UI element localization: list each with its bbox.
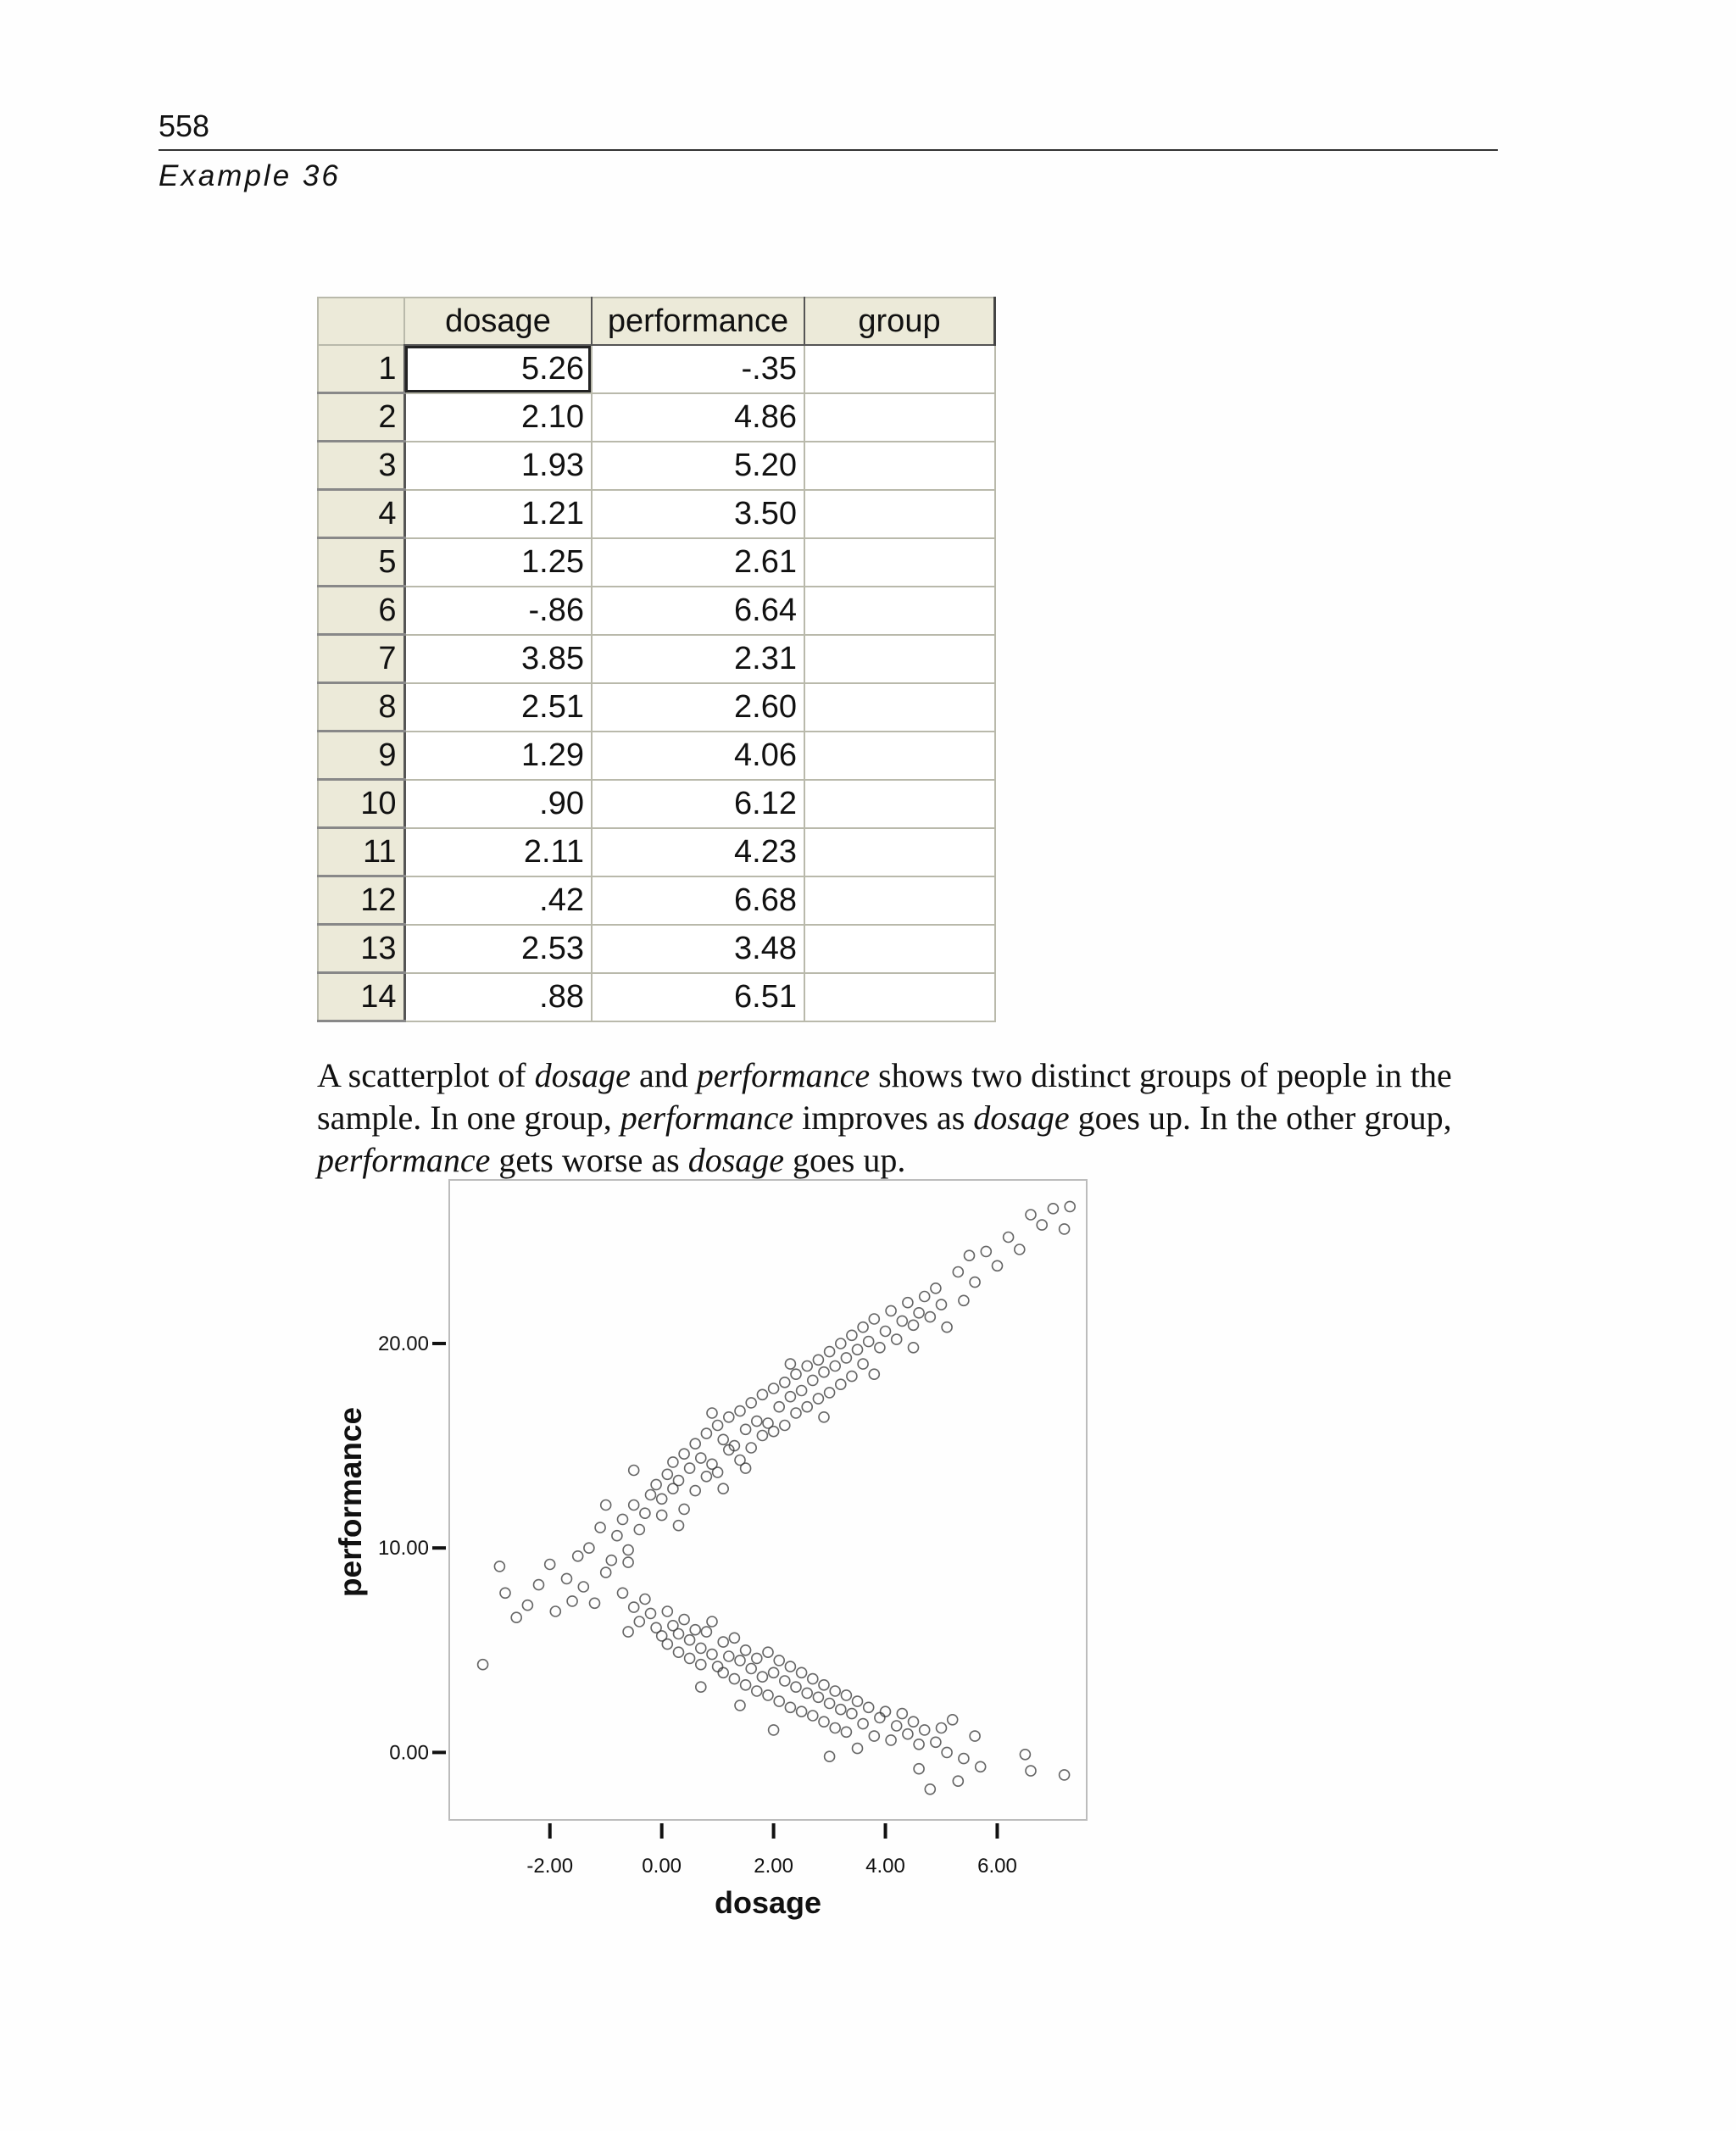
data-point bbox=[948, 1715, 958, 1725]
column-header-group[interactable]: group bbox=[804, 298, 995, 345]
data-point bbox=[713, 1467, 723, 1477]
data-point bbox=[892, 1334, 902, 1344]
data-point bbox=[774, 1655, 784, 1666]
data-point bbox=[634, 1616, 644, 1627]
row-number-cell[interactable]: 3 bbox=[318, 442, 404, 490]
plot-frame bbox=[449, 1180, 1087, 1820]
data-point bbox=[853, 1744, 863, 1754]
y-axis bbox=[378, 1333, 446, 1764]
data-point bbox=[662, 1469, 672, 1479]
data-point bbox=[953, 1776, 963, 1786]
data-point bbox=[853, 1344, 863, 1355]
row-number-cell[interactable]: 7 bbox=[318, 635, 404, 683]
data-point bbox=[830, 1361, 840, 1372]
data-point bbox=[707, 1616, 717, 1627]
x-tick-label: -2.00 bbox=[526, 1855, 574, 1878]
data-point bbox=[808, 1674, 818, 1684]
data-point bbox=[841, 1690, 851, 1700]
dosage-cell[interactable]: 3.85 bbox=[404, 635, 592, 683]
data-point bbox=[993, 1260, 1003, 1271]
data-point bbox=[791, 1682, 801, 1692]
row-number-cell[interactable]: 4 bbox=[318, 490, 404, 538]
data-point bbox=[830, 1723, 840, 1733]
data-point bbox=[595, 1522, 605, 1533]
data-point bbox=[819, 1367, 829, 1377]
performance-cell[interactable]: 2.61 bbox=[592, 538, 804, 587]
data-point bbox=[679, 1615, 689, 1625]
data-point bbox=[959, 1295, 969, 1305]
data-point bbox=[494, 1561, 504, 1572]
data-point bbox=[629, 1602, 639, 1612]
data-point bbox=[797, 1706, 807, 1716]
data-point bbox=[590, 1598, 600, 1608]
data-point bbox=[718, 1667, 728, 1678]
data-point bbox=[858, 1719, 868, 1729]
data-point bbox=[869, 1369, 879, 1379]
performance-cell[interactable]: 3.50 bbox=[592, 490, 804, 538]
data-point bbox=[892, 1721, 902, 1731]
data-point bbox=[819, 1680, 829, 1690]
x-axis-label: dosage bbox=[714, 1885, 822, 1920]
data-point bbox=[690, 1625, 700, 1635]
data-point bbox=[623, 1545, 633, 1555]
data-point bbox=[629, 1500, 639, 1511]
data-point bbox=[920, 1725, 930, 1735]
data-point bbox=[1026, 1210, 1036, 1220]
data-point bbox=[802, 1402, 812, 1412]
data-point bbox=[931, 1737, 941, 1747]
data-point bbox=[662, 1606, 672, 1616]
x-tick-label: 6.00 bbox=[977, 1855, 1017, 1878]
data-point bbox=[847, 1709, 857, 1719]
data-point bbox=[864, 1337, 874, 1347]
data-point bbox=[881, 1706, 891, 1716]
data-point bbox=[707, 1650, 717, 1660]
data-point bbox=[976, 1761, 986, 1772]
data-point bbox=[674, 1629, 684, 1639]
data-point bbox=[780, 1676, 790, 1686]
data-point bbox=[522, 1600, 532, 1611]
row-number-cell[interactable]: 5 bbox=[318, 538, 404, 587]
data-point bbox=[1015, 1244, 1025, 1255]
data-point bbox=[853, 1696, 863, 1706]
data-point bbox=[875, 1343, 885, 1353]
x-tick-label: 2.00 bbox=[754, 1855, 793, 1878]
data-point bbox=[813, 1692, 823, 1702]
data-point bbox=[545, 1560, 555, 1570]
dosage-cell[interactable]: 2.51 bbox=[404, 683, 592, 732]
data-point bbox=[1026, 1766, 1036, 1776]
performance-cell[interactable]: 6.68 bbox=[592, 876, 804, 925]
data-point bbox=[864, 1702, 874, 1712]
data-point bbox=[970, 1277, 980, 1288]
data-point bbox=[825, 1699, 835, 1709]
data-point bbox=[640, 1508, 650, 1518]
data-point bbox=[903, 1729, 913, 1739]
data-point bbox=[1060, 1224, 1070, 1234]
data-point bbox=[562, 1573, 572, 1583]
data-point bbox=[752, 1653, 762, 1663]
row-number-cell[interactable]: 11 bbox=[318, 828, 404, 876]
performance-cell[interactable]: 4.23 bbox=[592, 828, 804, 876]
data-point bbox=[953, 1267, 963, 1277]
x-tick-label: 4.00 bbox=[865, 1855, 905, 1878]
scatter-points bbox=[478, 1201, 1076, 1794]
data-point bbox=[701, 1627, 711, 1637]
row-number-cell[interactable]: 14 bbox=[318, 973, 404, 1021]
row-number-cell[interactable]: 8 bbox=[318, 683, 404, 732]
data-point bbox=[573, 1551, 583, 1561]
data-point bbox=[802, 1361, 812, 1372]
data-point bbox=[757, 1672, 767, 1682]
data-point bbox=[713, 1421, 723, 1431]
dosage-cell[interactable]: .42 bbox=[404, 876, 592, 925]
data-point bbox=[741, 1680, 751, 1690]
data-point bbox=[478, 1660, 488, 1670]
data-point bbox=[841, 1727, 851, 1737]
data-point bbox=[920, 1292, 930, 1302]
data-point bbox=[724, 1651, 734, 1661]
performance-cell[interactable]: 4.86 bbox=[592, 393, 804, 442]
data-point bbox=[657, 1511, 667, 1521]
data-point bbox=[500, 1588, 510, 1598]
data-point bbox=[881, 1327, 891, 1337]
x-axis bbox=[526, 1823, 1016, 1878]
data-point bbox=[612, 1531, 622, 1541]
data-point bbox=[1004, 1232, 1014, 1243]
performance-cell[interactable]: 2.60 bbox=[592, 683, 804, 732]
data-point bbox=[696, 1643, 706, 1653]
data-point bbox=[1065, 1201, 1075, 1211]
data-point bbox=[909, 1320, 919, 1330]
data-point bbox=[797, 1667, 807, 1678]
data-point bbox=[1037, 1220, 1047, 1230]
data-point bbox=[567, 1596, 577, 1606]
data-point bbox=[785, 1392, 795, 1402]
data-point bbox=[970, 1731, 980, 1741]
data-point bbox=[724, 1412, 734, 1422]
data-point bbox=[752, 1416, 762, 1427]
row-number-cell[interactable]: 12 bbox=[318, 876, 404, 925]
performance-cell[interactable]: 6.12 bbox=[592, 780, 804, 828]
data-point bbox=[584, 1543, 594, 1553]
data-point bbox=[1020, 1750, 1030, 1760]
data-point bbox=[668, 1457, 678, 1467]
dosage-cell[interactable]: -.86 bbox=[404, 587, 592, 635]
performance-cell[interactable]: 4.06 bbox=[592, 732, 804, 780]
row-number-cell[interactable]: 13 bbox=[318, 925, 404, 973]
data-point bbox=[685, 1463, 695, 1473]
data-point bbox=[674, 1521, 684, 1531]
dosage-cell[interactable]: 1.21 bbox=[404, 490, 592, 538]
data-point bbox=[825, 1388, 835, 1398]
data-point bbox=[808, 1711, 818, 1721]
data-point bbox=[741, 1463, 751, 1473]
dosage-cell[interactable]: 2.11 bbox=[404, 828, 592, 876]
example-label: Example 36 bbox=[159, 159, 341, 192]
x-tick-label: 0.00 bbox=[642, 1855, 682, 1878]
data-point bbox=[718, 1434, 728, 1444]
data-point bbox=[606, 1555, 616, 1566]
data-point bbox=[601, 1500, 611, 1511]
data-point bbox=[858, 1322, 868, 1333]
data-point bbox=[869, 1731, 879, 1741]
data-point bbox=[696, 1682, 706, 1692]
data-point bbox=[785, 1702, 795, 1712]
row-number-cell[interactable]: 6 bbox=[318, 587, 404, 635]
data-point bbox=[909, 1343, 919, 1353]
column-header-performance[interactable]: performance bbox=[592, 298, 804, 345]
data-point bbox=[1048, 1204, 1058, 1214]
data-point bbox=[623, 1627, 633, 1637]
dosage-cell[interactable]: 2.10 bbox=[404, 393, 592, 442]
row-number-cell[interactable]: 9 bbox=[318, 732, 404, 780]
data-point bbox=[701, 1472, 711, 1482]
data-point bbox=[718, 1637, 728, 1647]
data-point bbox=[646, 1608, 656, 1618]
data-point bbox=[640, 1594, 650, 1605]
data-point bbox=[651, 1479, 661, 1489]
data-point bbox=[752, 1686, 762, 1696]
dosage-cell[interactable]: 1.93 bbox=[404, 442, 592, 490]
data-point bbox=[959, 1754, 969, 1764]
data-point bbox=[534, 1580, 544, 1590]
data-point bbox=[578, 1582, 588, 1592]
data-point bbox=[813, 1394, 823, 1404]
data-point bbox=[685, 1635, 695, 1645]
data-point bbox=[858, 1359, 868, 1369]
data-point bbox=[903, 1298, 913, 1308]
data-point bbox=[886, 1305, 896, 1316]
data-point bbox=[701, 1428, 711, 1438]
data-point bbox=[735, 1655, 745, 1666]
data-point bbox=[769, 1725, 779, 1735]
body-paragraph: A scatterplot of dosage and performance shows two distinct groups of people in the sample. In one group, performance improves as dosage goes up. In the other group, performance gets worse as dosage goes up. bbox=[317, 1056, 1452, 1179]
data-point bbox=[623, 1557, 633, 1567]
data-point bbox=[797, 1386, 807, 1396]
data-point bbox=[735, 1700, 745, 1711]
data-point bbox=[769, 1427, 779, 1437]
data-point bbox=[746, 1664, 756, 1674]
data-point bbox=[791, 1369, 801, 1379]
data-point bbox=[746, 1443, 756, 1453]
data-point bbox=[937, 1299, 947, 1310]
data-point bbox=[785, 1359, 795, 1369]
dosage-cell[interactable]: 5.26 bbox=[404, 345, 592, 393]
column-header-dosage[interactable]: dosage bbox=[404, 298, 592, 345]
data-point bbox=[618, 1514, 628, 1524]
data-point bbox=[830, 1686, 840, 1696]
performance-cell[interactable]: 3.48 bbox=[592, 925, 804, 973]
data-point bbox=[1060, 1770, 1070, 1780]
row-number-cell[interactable]: 1 bbox=[318, 345, 404, 393]
dosage-cell[interactable]: 1.25 bbox=[404, 538, 592, 587]
performance-cell[interactable]: 6.64 bbox=[592, 587, 804, 635]
data-point bbox=[601, 1567, 611, 1577]
data-point bbox=[629, 1466, 639, 1476]
data-point bbox=[707, 1408, 717, 1418]
performance-cell[interactable]: -.35 bbox=[592, 345, 804, 393]
data-point bbox=[836, 1705, 846, 1715]
data-point bbox=[981, 1246, 991, 1256]
data-point bbox=[875, 1712, 885, 1722]
data-point bbox=[718, 1483, 728, 1494]
performance-cell[interactable]: 2.31 bbox=[592, 635, 804, 683]
data-point bbox=[825, 1347, 835, 1357]
data-point bbox=[757, 1431, 767, 1441]
data-point bbox=[897, 1316, 907, 1326]
data-point bbox=[836, 1379, 846, 1389]
row-number-cell[interactable]: 10 bbox=[318, 780, 404, 828]
data-point bbox=[825, 1751, 835, 1761]
data-point bbox=[746, 1398, 756, 1408]
data-point bbox=[634, 1525, 644, 1535]
dosage-cell[interactable]: 1.29 bbox=[404, 732, 592, 780]
data-point bbox=[757, 1389, 767, 1399]
data-point bbox=[646, 1490, 656, 1500]
row-number-cell[interactable]: 2 bbox=[318, 393, 404, 442]
data-point bbox=[763, 1647, 773, 1657]
data-point bbox=[618, 1588, 628, 1598]
data-point bbox=[674, 1476, 684, 1486]
data-point bbox=[819, 1412, 829, 1422]
data-point bbox=[685, 1653, 695, 1663]
page-number: 558 bbox=[159, 108, 210, 143]
y-tick-label: 0.00 bbox=[389, 1741, 429, 1765]
data-point bbox=[780, 1377, 790, 1388]
data-point bbox=[841, 1353, 851, 1363]
data-point bbox=[511, 1612, 521, 1622]
data-point bbox=[690, 1486, 700, 1496]
data-point bbox=[925, 1784, 935, 1794]
dosage-cell[interactable]: 2.53 bbox=[404, 925, 592, 973]
dosage-cell[interactable]: .88 bbox=[404, 973, 592, 1021]
data-point bbox=[657, 1494, 667, 1504]
data-point bbox=[696, 1660, 706, 1670]
data-point bbox=[690, 1438, 700, 1449]
data-point bbox=[942, 1747, 952, 1757]
dosage-cell[interactable]: .90 bbox=[404, 780, 592, 828]
data-point bbox=[729, 1633, 739, 1643]
data-point bbox=[662, 1639, 672, 1650]
data-point bbox=[713, 1661, 723, 1672]
data-point bbox=[785, 1661, 795, 1672]
data-point bbox=[925, 1312, 935, 1322]
data-point bbox=[674, 1647, 684, 1657]
data-point bbox=[931, 1283, 941, 1294]
data-point bbox=[897, 1709, 907, 1719]
data-point bbox=[914, 1308, 924, 1318]
data-point bbox=[937, 1723, 947, 1733]
data-point bbox=[808, 1375, 818, 1385]
data-point bbox=[774, 1402, 784, 1412]
data-point bbox=[741, 1645, 751, 1655]
data-point bbox=[942, 1322, 952, 1333]
data-point bbox=[914, 1739, 924, 1750]
data-point bbox=[847, 1330, 857, 1340]
data-point bbox=[696, 1453, 706, 1463]
performance-cell[interactable]: 5.20 bbox=[592, 442, 804, 490]
data-point bbox=[679, 1449, 689, 1459]
y-axis-label: performance bbox=[333, 1406, 368, 1598]
data-point bbox=[965, 1250, 975, 1260]
data-point bbox=[763, 1690, 773, 1700]
y-tick-label: 20.00 bbox=[377, 1332, 429, 1355]
data-point bbox=[869, 1314, 879, 1324]
y-tick-label: 10.00 bbox=[377, 1537, 429, 1561]
data-point bbox=[836, 1338, 846, 1349]
data-point bbox=[769, 1667, 779, 1678]
data-point bbox=[886, 1735, 896, 1745]
data-point bbox=[780, 1421, 790, 1431]
data-point bbox=[741, 1424, 751, 1434]
data-point bbox=[679, 1504, 689, 1514]
data-point bbox=[729, 1674, 739, 1684]
data-point bbox=[847, 1372, 857, 1382]
data-point bbox=[791, 1408, 801, 1418]
data-point bbox=[550, 1606, 560, 1616]
performance-cell[interactable]: 6.51 bbox=[592, 973, 804, 1021]
data-point bbox=[813, 1355, 823, 1365]
data-point bbox=[735, 1406, 745, 1416]
data-point bbox=[769, 1383, 779, 1394]
data-point bbox=[909, 1716, 919, 1727]
data-point bbox=[802, 1688, 812, 1698]
data-point bbox=[914, 1764, 924, 1774]
data-point bbox=[819, 1716, 829, 1727]
data-point bbox=[774, 1696, 784, 1706]
